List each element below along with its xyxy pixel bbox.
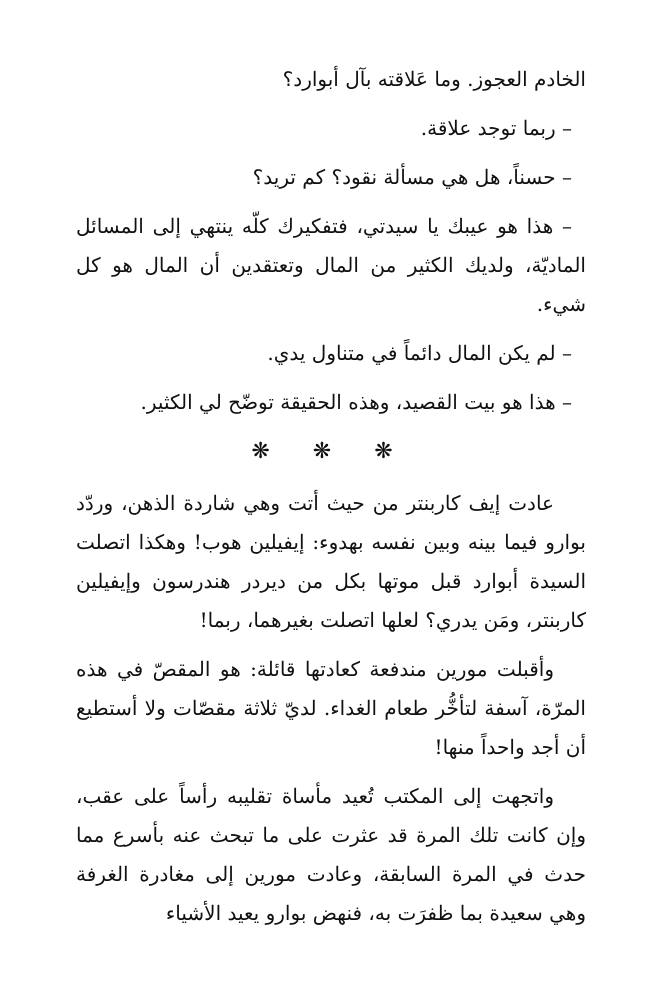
book-page xyxy=(76,60,586,943)
dialogue-line: – هذا هو عيبك يا سيدتي، فتفكيرك كلّه ينتهي إلى المسائل الماديّة، ولديك الكثير من المال وتعتقدين أن المال هو كل شيء. xyxy=(76,214,586,316)
dialogue-line: – ربما توجد علاقة. xyxy=(420,116,572,140)
dialogue-line: – حسناً، هل هي مسألة نقود؟ كم تريد؟ xyxy=(252,165,572,189)
dialogue-line: – هذا هو بيت القصيد، وهذه الحقيقة توضّح لي الكثير. xyxy=(140,390,572,414)
dialogue-line: – لم يكن المال دائماً في متناول يدي. xyxy=(267,341,572,365)
paragraph-continuation: الخادم العجوز. وما عَلاقته بآل أبوارد؟ xyxy=(282,67,586,91)
paragraph: عادت إيف كاربنتر من حيث أتت وهي شاردة الذهن، وردّد بوارو فيما بينه وبين نفسه بهدوء: إيفيلين هوب! وهكذا اتصلت السيدة أبوارد قبل موتها بكل من ديردر هندرسون وإيفيلين كاربنتر، ومَن يدري؟ لعلها اتصلت بغيرهما، ربما! xyxy=(76,491,586,632)
paragraph: وأقبلت مورين مندفعة كعادتها قائلة: هو المقصّ في هذه المرّة، آسفة لتأخُّر طعام الغداء. لديّ ثلاثة مقصّات ولا أستطيع أن أجد واحداً منها! xyxy=(76,657,586,759)
section-separator: ❋ ❋ ❋ xyxy=(251,439,411,464)
paragraph: واتجهت إلى المكتب تُعيد مأساة تقليبه رأساً على عقب، وإن كانت تلك المرة قد عثرت على ما تبحث عنه بأسرع مما حدث في المرة السابقة، وعادت مورين إلى مغادرة الغرفة وهي سعيدة بما ظفرَت به، فنهض بوارو يعيد الأشياء xyxy=(76,784,586,925)
